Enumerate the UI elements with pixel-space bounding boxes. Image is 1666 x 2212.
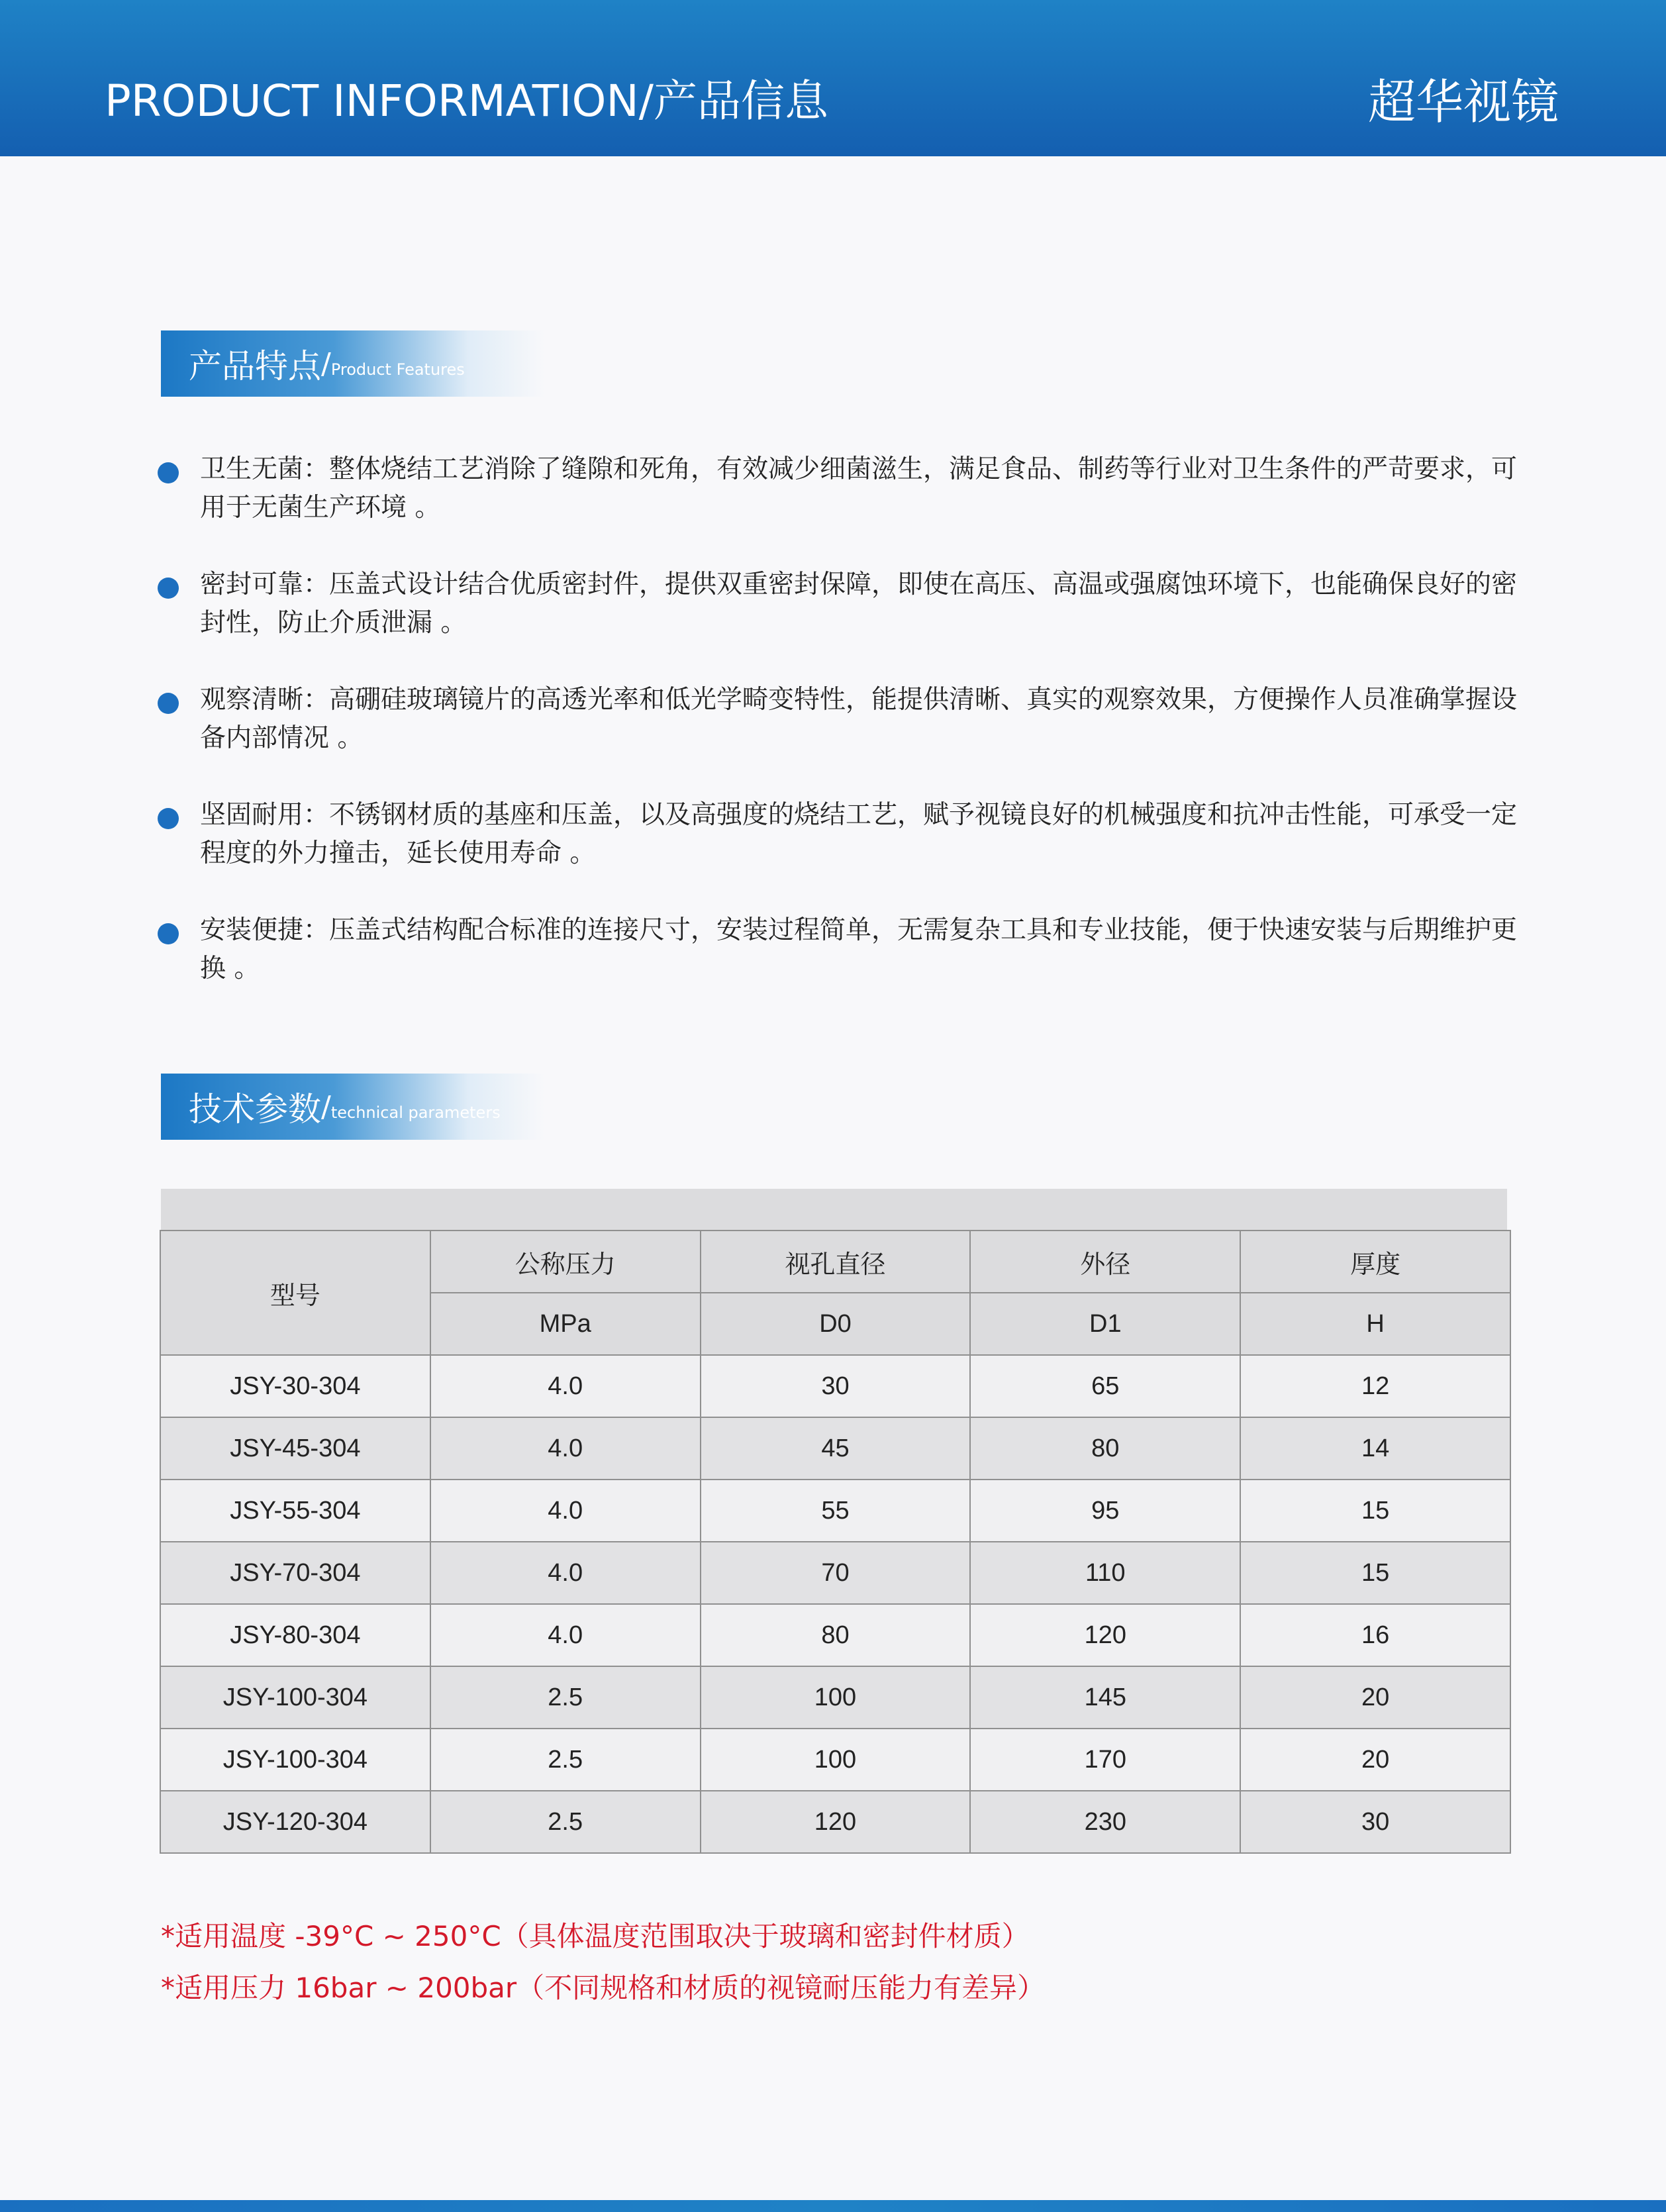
table-cell: JSY-120-304 xyxy=(160,1791,430,1853)
feature-item xyxy=(158,796,1528,873)
model-header-cell: 型号 xyxy=(160,1231,430,1355)
bullet-dot-icon xyxy=(158,923,179,944)
features-title-en: Product Features xyxy=(330,360,465,379)
table-header-row xyxy=(160,1231,1510,1293)
table-row xyxy=(160,1542,1510,1604)
notes xyxy=(161,1911,1045,2014)
feature-text: 密封可靠：压盖式设计结合优质密封件，提供双重密封保障，即使在高压、高温或强腐蚀环境下，也能确保良好的密封性，防止介质泄漏 。 xyxy=(200,570,1518,638)
params-title-en: technical parameters xyxy=(330,1103,501,1122)
bullet-dot-icon xyxy=(158,693,179,714)
feature-item xyxy=(158,566,1528,642)
table-cell: 4.0 xyxy=(430,1480,701,1542)
page-title: PRODUCT INFORMATION/产品信息 xyxy=(105,75,829,126)
table-cell: 2.5 xyxy=(430,1729,701,1791)
table-cell: 80 xyxy=(701,1604,971,1666)
params-title-slash: / xyxy=(321,1089,331,1124)
features-title-cn: 产品特点 xyxy=(189,347,321,385)
bullet-dot-icon xyxy=(158,462,179,483)
page-header xyxy=(0,0,1666,156)
table-cell: 4.0 xyxy=(430,1417,701,1480)
brand-name: 超华视镜 xyxy=(1367,74,1559,130)
table-row xyxy=(160,1791,1510,1853)
table-cell: 95 xyxy=(970,1480,1240,1542)
features-title-slash: / xyxy=(321,346,331,381)
features-section-title xyxy=(161,330,545,397)
table-row xyxy=(160,1604,1510,1666)
table-cell: 4.0 xyxy=(430,1542,701,1604)
table-cell: 110 xyxy=(970,1542,1240,1604)
table-row xyxy=(160,1666,1510,1729)
feature-text: 坚固耐用：不锈钢材质的基座和压盖，以及高强度的烧结工艺，赋予视镜良好的机械强度和抗冲击性能，可承受一定程度的外力撞击，延长使用寿命 。 xyxy=(200,800,1518,868)
table-cell: 14 xyxy=(1240,1417,1510,1480)
table-row xyxy=(160,1480,1510,1542)
table-cell: JSY-30-304 xyxy=(160,1355,430,1417)
table-cell: 20 xyxy=(1240,1729,1510,1791)
table-cell: 30 xyxy=(701,1355,971,1417)
table-cell: 120 xyxy=(970,1604,1240,1666)
table-cell: 2.5 xyxy=(430,1791,701,1853)
bullet-dot-icon xyxy=(158,808,179,829)
table-cell: 4.0 xyxy=(430,1355,701,1417)
unit-cell-pressure: MPa xyxy=(430,1293,701,1355)
features-list xyxy=(158,450,1528,1027)
table-cell: JSY-55-304 xyxy=(160,1480,430,1542)
table-cell: 12 xyxy=(1240,1355,1510,1417)
table-cell: 15 xyxy=(1240,1542,1510,1604)
params-section-title xyxy=(161,1074,545,1140)
bullet-dot-icon xyxy=(158,578,179,599)
feature-text: 卫生无菌：整体烧结工艺消除了缝隙和死角，有效减少细菌滋生，满足食品、制药等行业对卫生条件的严苛要求，可用于无菌生产环境 。 xyxy=(200,454,1518,523)
table-cell: JSY-100-304 xyxy=(160,1666,430,1729)
table-cell: 145 xyxy=(970,1666,1240,1729)
unit-cell-outer: D1 xyxy=(970,1293,1240,1355)
table-row xyxy=(160,1355,1510,1417)
table-cell: 65 xyxy=(970,1355,1240,1417)
table-cell: 4.0 xyxy=(430,1604,701,1666)
table-cell: JSY-80-304 xyxy=(160,1604,430,1666)
table-cell: 55 xyxy=(701,1480,971,1542)
table-top-band xyxy=(161,1189,1507,1230)
table-row xyxy=(160,1729,1510,1791)
table-cell: 100 xyxy=(701,1729,971,1791)
header-cell-pressure: 公称压力 xyxy=(430,1231,701,1293)
note-pressure: *适用压力 16bar ~ 200bar（不同规格和材质的视镜耐压能力有差异） xyxy=(161,1972,1046,2004)
unit-cell-bore: D0 xyxy=(701,1293,971,1355)
table-cell: JSY-45-304 xyxy=(160,1417,430,1480)
table-cell: JSY-70-304 xyxy=(160,1542,430,1604)
feature-item xyxy=(158,450,1528,527)
table-cell: 120 xyxy=(701,1791,971,1853)
table-cell: 100 xyxy=(701,1666,971,1729)
table-cell: 170 xyxy=(970,1729,1240,1791)
table-cell: 70 xyxy=(701,1542,971,1604)
note-temperature: *适用温度 -39°C ~ 250°C（具体温度范围取决于玻璃和密封件材质） xyxy=(161,1920,1030,1952)
table-cell: 230 xyxy=(970,1791,1240,1853)
feature-item xyxy=(158,911,1528,988)
unit-cell-thickness: H xyxy=(1240,1293,1510,1355)
params-title-cn: 技术参数 xyxy=(189,1090,321,1129)
table-cell: 15 xyxy=(1240,1480,1510,1542)
table-cell: 2.5 xyxy=(430,1666,701,1729)
table-cell: 30 xyxy=(1240,1791,1510,1853)
header-cell-thickness: 厚度 xyxy=(1240,1231,1510,1293)
table-cell: 16 xyxy=(1240,1604,1510,1666)
table-cell: 20 xyxy=(1240,1666,1510,1729)
page-footer-bar xyxy=(0,2200,1666,2212)
header-cell-outer: 外径 xyxy=(970,1231,1240,1293)
table-row xyxy=(160,1417,1510,1480)
header-cell-bore: 视孔直径 xyxy=(701,1231,971,1293)
feature-text: 安装便捷：压盖式结构配合标准的连接尺寸，安装过程简单，无需复杂工具和专业技能，便于快速安装与后期维护更换 。 xyxy=(200,915,1518,983)
table-cell: JSY-100-304 xyxy=(160,1729,430,1791)
table-cell: 80 xyxy=(970,1417,1240,1480)
feature-item xyxy=(158,681,1528,758)
feature-text: 观察清晰：高硼硅玻璃镜片的高透光率和低光学畸变特性，能提供清晰、真实的观察效果，方便操作人员准确掌握设备内部情况 。 xyxy=(200,685,1518,753)
table-cell: 45 xyxy=(701,1417,971,1480)
parameters-table xyxy=(160,1230,1511,1854)
